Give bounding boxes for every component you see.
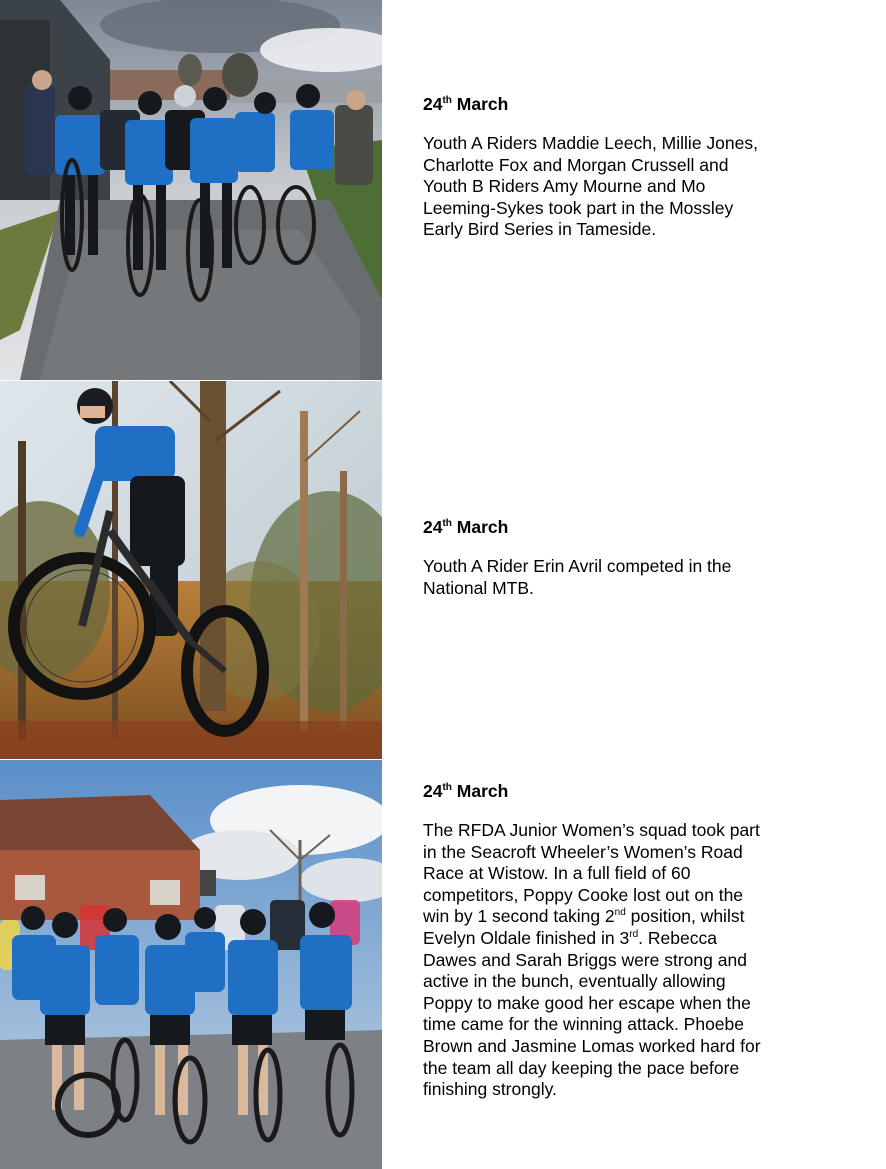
entry-national-mtb	[423, 516, 763, 599]
entry-text: The RFDA Junior Women’s squad took part in the Seacroft Wheeler’s Women’s Road Race at Wistow. In a full field of 60 competitors, Poppy Cooke lost out on the win by 1 second taking 2nd position, whilst Evelyn Oldale finished in 3rd. Rebecca Dawes and Sarah Briggs were strong and active in the bunch, eventually allowing Poppy to make good her escape when the time came for the winning attack. Phoebe Brown and Jasmine Lomas worked hard for the team all day keeping the pace before finishing strongly.	[423, 820, 761, 1100]
mtb-jump-photo	[0, 381, 382, 759]
junior-women-squad-photo	[0, 760, 382, 1169]
entry-date: 24th March	[423, 94, 509, 114]
mtb-jump-image	[0, 381, 382, 759]
entry-date: 24th March	[423, 781, 509, 801]
entry-date: 24th March	[423, 517, 509, 537]
youth-riders-group-photo	[0, 0, 382, 380]
entry-seacroft-road-race	[423, 780, 763, 1101]
youth-riders-group-image	[0, 0, 382, 380]
junior-women-squad-image	[0, 760, 382, 1169]
entry-text: Youth A Riders Maddie Leech, Millie Jones, Charlotte Fox and Morgan Crussell and Youth B Riders Amy Mourne and Mo Leeming-Sykes took part in the Mossley Early Bird Series in Tameside.	[423, 133, 758, 240]
entry-mossley-early-bird	[423, 93, 763, 241]
entry-text: Youth A Rider Erin Avril competed in the National MTB.	[423, 556, 732, 598]
